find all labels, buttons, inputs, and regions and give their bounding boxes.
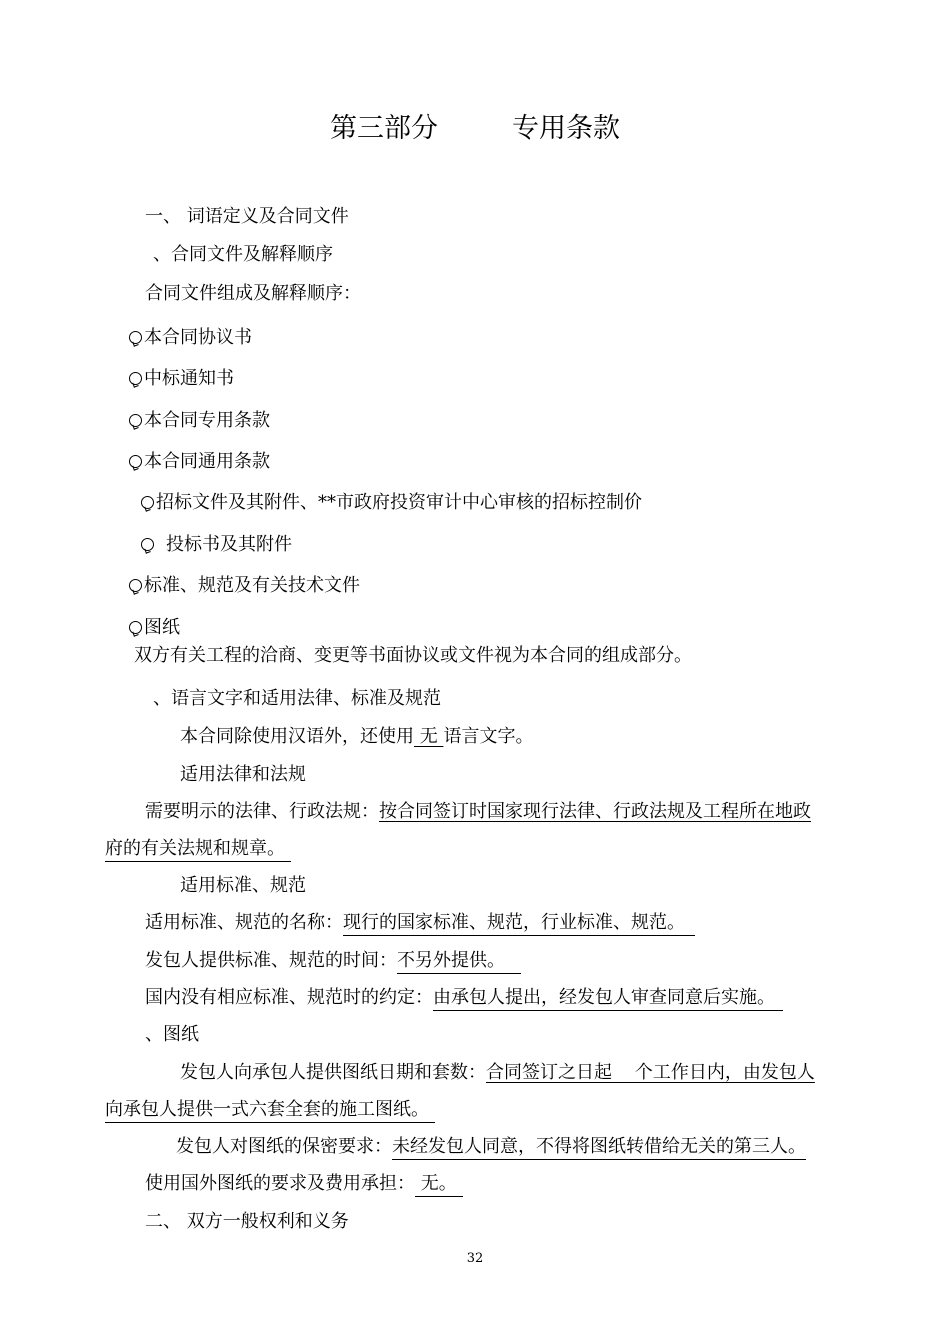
drawing-line-2 bbox=[105, 1099, 435, 1123]
secret-value: 未经发包人同意，不得将图纸转借给无关的第三人。 bbox=[392, 1137, 806, 1160]
list-item: 中标通知书 bbox=[129, 368, 234, 390]
bullet-icon bbox=[141, 496, 154, 509]
bullet-icon bbox=[129, 579, 142, 592]
page-title bbox=[0, 112, 950, 146]
secret-line: 发包人对图纸的保密要求：未经发包人同意，不得将图纸转借给无关的第三人。 bbox=[176, 1136, 806, 1160]
law-line-2 bbox=[105, 838, 291, 862]
list-item: 标准、规范及有关技术文件 bbox=[129, 575, 360, 597]
standards-time-value: 不另外提供。 bbox=[397, 951, 521, 974]
language-line: 本合同除使用汉语外，还使用 无 语言文字。 bbox=[180, 726, 534, 747]
law-value-cont: 府的有关法规和规章。 bbox=[105, 839, 291, 862]
section-heading-2: 二、 双方一般权利和义务 bbox=[145, 1211, 349, 1232]
list-item: 本合同通用条款 bbox=[129, 451, 270, 473]
language-value: 无 bbox=[414, 726, 444, 747]
page-number: 32 bbox=[466, 1251, 484, 1266]
law-heading: 适用法律和法规 bbox=[180, 764, 306, 785]
doc-note: 双方有关工程的洽商、变更等书面协议或文件视为本合同的组成部分。 bbox=[134, 645, 692, 666]
foreign-value: 无。 bbox=[415, 1174, 463, 1197]
list-item: 投标书及其附件 bbox=[141, 534, 292, 556]
drawing-value-cont: 向承包人提供一式六套全套的施工图纸。 bbox=[105, 1100, 435, 1123]
drawing-line-1: 发包人向承包人提供图纸日期和套数：合同签订之日起 个工作日内，由发包人 bbox=[180, 1062, 815, 1083]
subsection-heading-drawings: 、图纸 bbox=[145, 1024, 199, 1045]
subsection-heading-language-law: 、语言文字和适用法律、标准及规范 bbox=[153, 688, 441, 709]
title-part: 第三部分 bbox=[330, 113, 438, 144]
law-value: 按合同签订时国家现行法律、行政法规及工程所在地政 bbox=[379, 801, 811, 822]
title-name: 专用条款 bbox=[512, 113, 620, 144]
list-item: 图纸 bbox=[129, 617, 180, 639]
bullet-icon bbox=[129, 621, 142, 634]
list-item: 招标文件及其附件、**市政府投资审计中心审核的招标控制价 bbox=[141, 492, 642, 514]
standards-name-value: 现行的国家标准、规范，行业标准、规范。 bbox=[343, 913, 695, 936]
subsection-heading-contract-docs: 、合同文件及解释顺序 bbox=[153, 244, 333, 265]
standards-heading: 适用标准、规范 bbox=[180, 875, 306, 896]
list-item: 本合同专用条款 bbox=[129, 410, 270, 432]
section-heading-1: 一、 词语定义及合同文件 bbox=[145, 206, 349, 227]
bullet-icon bbox=[141, 538, 154, 551]
standards-none-value: 由承包人提出，经发包人审查同意后实施。 bbox=[433, 988, 783, 1011]
bullet-icon bbox=[129, 414, 142, 427]
list-item: 本合同协议书 bbox=[129, 327, 252, 349]
bullet-icon bbox=[129, 455, 142, 468]
standards-none-line: 国内没有相应标准、规范时的约定：由承包人提出，经发包人审查同意后实施。 bbox=[145, 987, 783, 1011]
bullet-icon bbox=[129, 331, 142, 344]
bullet-icon bbox=[129, 372, 142, 385]
drawing-value: 合同签订之日起 个工作日内，由发包人 bbox=[486, 1062, 815, 1083]
law-line-1: 需要明示的法律、行政法规：按合同签订时国家现行法律、行政法规及工程所在地政 bbox=[145, 801, 811, 822]
doc-order-lead: 合同文件组成及解释顺序： bbox=[145, 283, 361, 304]
standards-name-line: 适用标准、规范的名称：现行的国家标准、规范，行业标准、规范。 bbox=[145, 912, 695, 936]
standards-time-line: 发包人提供标准、规范的时间：不另外提供。 bbox=[145, 950, 521, 974]
foreign-line: 使用国外图纸的要求及费用承担： 无。 bbox=[145, 1173, 463, 1197]
